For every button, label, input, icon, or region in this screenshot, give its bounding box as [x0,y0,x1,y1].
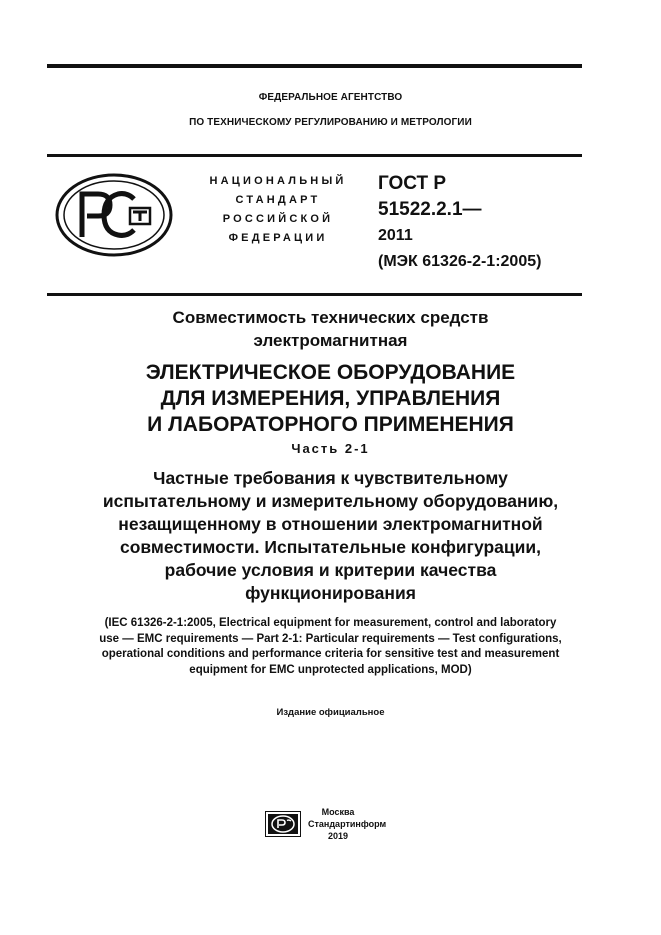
designation-iec-ref: (МЭК 61326-2-1:2005) [378,253,542,270]
designation-prefix: ГОСТ Р [378,173,447,194]
designation-number: 51522.2.1— [378,199,482,220]
part-title-line6: функционирования [245,583,416,603]
publisher-year: 2019 [327,831,349,841]
part-title [0,467,661,605]
agency-name-line2: ПО ТЕХНИЧЕСКОМУ РЕГУЛИРОВАНИЮ И МЕТРОЛОГИИ [189,117,472,128]
publisher-name: Стандартинформ [308,819,387,829]
agency-name-line1: ФЕДЕРАЛЬНОЕ АГЕНТСТВО [258,92,403,103]
iec-title-line2: use — EMC requirements — Part 2-1: Particular requirements — Test configurations, [99,632,562,645]
rst-emblem-icon [54,172,174,258]
subject-heading [0,306,661,352]
main-title-line3: И ЛАБОРАТОРНОГО ПРИМЕНЕНИЯ [147,413,514,436]
subject-line2: электромагнитная [253,331,408,350]
subject-line1: Совместимость технических средств [172,308,489,327]
edition-label: Издание официальное [276,707,385,718]
iec-title-line1: (IEC 61326-2-1:2005, Electrical equipment for measurement, control and laboratory [104,617,557,629]
standartinform-logo-icon [265,811,301,837]
national-standard-line4: ФЕДЕРАЦИИ [228,232,328,244]
part-title-line2: испытательному и измерительному оборудованию, [102,491,559,511]
national-standard-line1: НАЦИОНАЛЬНЫЙ [209,175,347,187]
main-title-line2: ДЛЯ ИЗМЕРЕНИЯ, УПРАВЛЕНИЯ [160,387,501,410]
iec-title-line3: operational conditions and performance criteria for sensitive test and measurement [101,648,560,660]
designation-year: 2011 [378,227,413,244]
top-rule [47,64,582,68]
main-title [0,360,661,438]
part-title-line5: рабочие условия и критерии качества [164,560,497,580]
part-number: Часть 2-1 [291,441,370,456]
national-standard-line2: СТАНДАРТ [235,194,321,206]
iec-title-line4: equipment for EMC unprotected applications, MOD) [189,663,472,676]
publisher-city: Москва [321,807,355,817]
publisher-block [308,806,387,842]
national-standard-label [178,172,378,248]
bottom-rule [47,293,582,296]
iec-original-title [40,616,621,678]
part-title-line1: Частные требования к чувствительному [153,468,508,488]
part-title-line3: незащищенному в отношении электромагнитной [118,514,543,534]
standard-designation [378,171,541,275]
part-title-line4: совместимости. Испытательные конфигурации, [119,537,542,557]
middle-rule [47,154,582,157]
national-standard-line3: РОССИЙСКОЙ [222,213,334,225]
main-title-line1: ЭЛЕКТРИЧЕСКОЕ ОБОРУДОВАНИЕ [145,361,516,384]
